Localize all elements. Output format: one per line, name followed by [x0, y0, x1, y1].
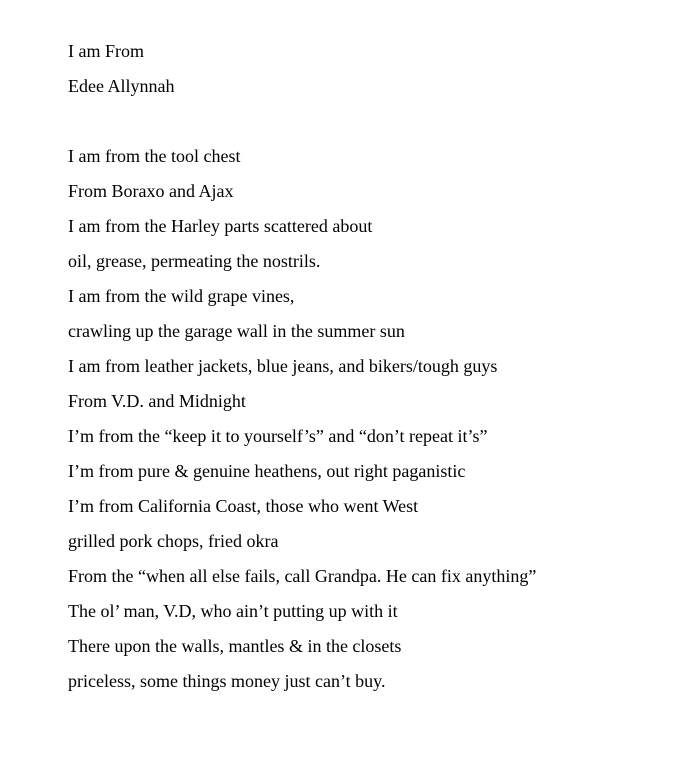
- poem-line: From the “when all else fails, call Grandpa. He can fix anything”: [68, 566, 537, 586]
- poem-line: I’m from the “keep it to yourself’s” and “don’t repeat it’s”: [68, 426, 488, 446]
- poem-line: From V.D. and Midnight: [68, 391, 246, 411]
- poem-document: [68, 38, 668, 703]
- poem-line: I am from the Harley parts scattered about: [68, 216, 373, 236]
- poem-line: The ol’ man, V.D, who ain’t putting up with it: [68, 601, 398, 621]
- poem-line: From Boraxo and Ajax: [68, 181, 234, 201]
- poem-line: I’m from pure & genuine heathens, out right paganistic: [68, 461, 466, 481]
- poem-line: There upon the walls, mantles & in the closets: [68, 636, 402, 656]
- poem-line: oil, grease, permeating the nostrils.: [68, 251, 321, 271]
- poem-line: crawling up the garage wall in the summer sun: [68, 321, 405, 341]
- poem-line: priceless, some things money just can’t buy.: [68, 671, 386, 691]
- poem-title: I am From: [68, 41, 144, 61]
- poem-line: I am from the tool chest: [68, 146, 241, 166]
- poem-line: I am from leather jackets, blue jeans, and bikers/tough guys: [68, 356, 498, 376]
- poem-line: grilled pork chops, fried okra: [68, 531, 279, 551]
- stanza-gap: [68, 108, 668, 143]
- poem-author: Edee Allynnah: [68, 76, 175, 96]
- poem-line: I’m from California Coast, those who went West: [68, 496, 419, 516]
- poem-line: I am from the wild grape vines,: [68, 286, 295, 306]
